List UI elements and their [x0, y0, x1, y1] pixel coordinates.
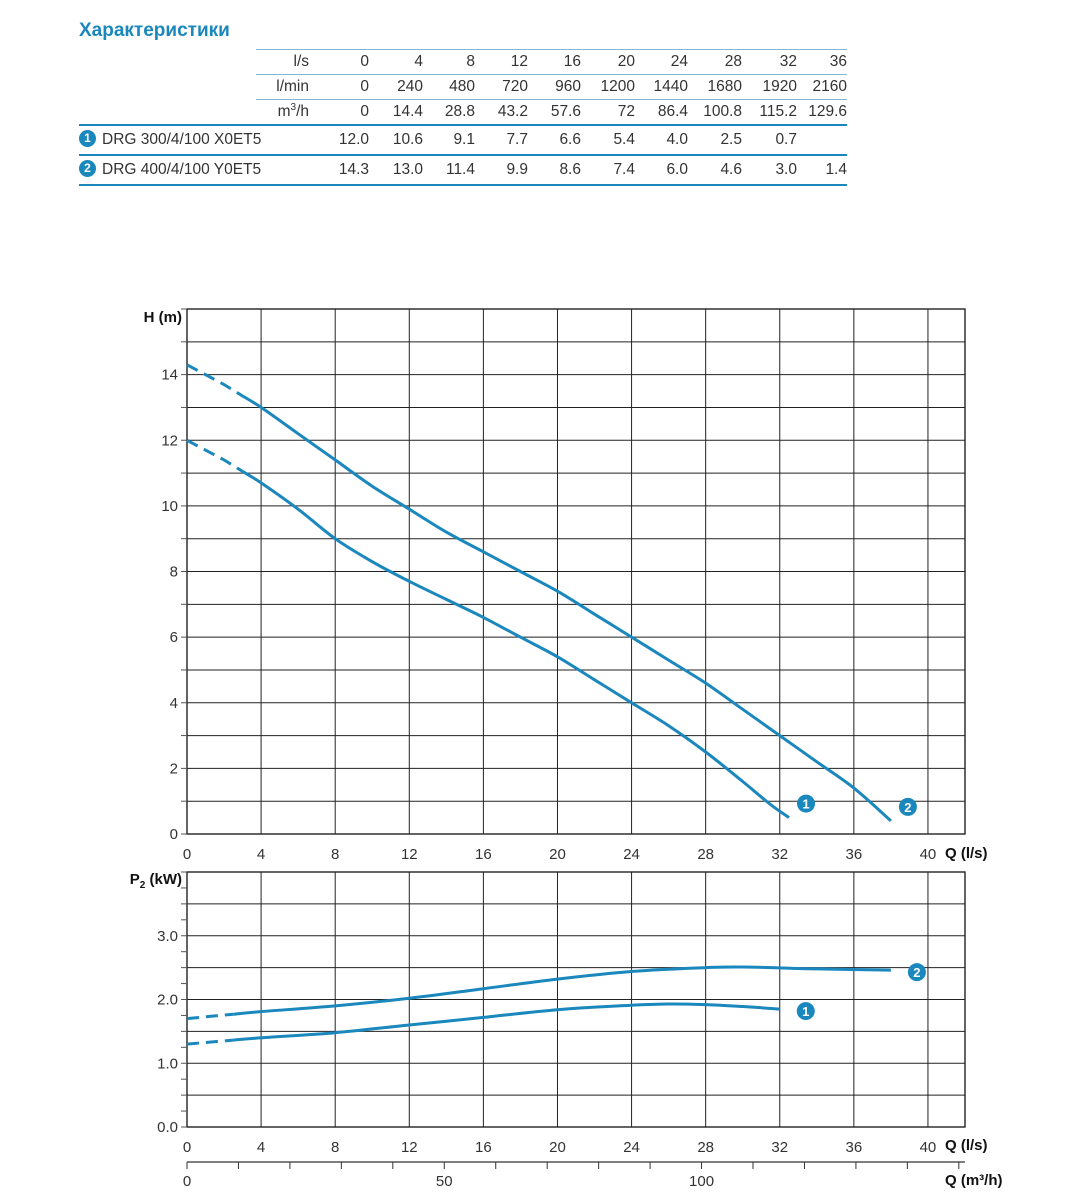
x-tick-label: 16 [475, 1139, 492, 1156]
table-cell: 7.7 [475, 125, 528, 155]
section-title: Характеристики [79, 20, 230, 41]
table-cell: 1920 [742, 75, 797, 100]
table-cell: 28 [688, 50, 742, 75]
y-tick-label: 10 [161, 497, 178, 515]
y-tick-label: 14 [161, 366, 178, 384]
table-cell: 2160 [797, 75, 847, 100]
table-cell: 6.6 [528, 125, 581, 155]
table-cell: 1680 [688, 75, 742, 100]
curve-1-dashed [187, 440, 243, 471]
x-axis-title: Q (l/s) [945, 1137, 988, 1154]
curve-2-dashed [187, 365, 243, 396]
table-cell: 3.0 [742, 155, 797, 185]
x-tick-label: 8 [331, 1139, 340, 1156]
curve-number-label: 2 [904, 799, 912, 815]
x-tick-label: 40 [919, 1139, 937, 1156]
model-name: 1 DRG 300/4/100 X0ET5 [79, 125, 315, 155]
table-cell: 100.8 [688, 100, 742, 126]
secondary-x-tick-label: 100 [689, 1173, 715, 1190]
x-tick-label: 16 [475, 846, 492, 863]
table-cell: 480 [423, 75, 475, 100]
y-tick-label: 0 [169, 826, 178, 843]
y-tick-label: 1.0 [157, 1055, 178, 1073]
y-tick-label: 3.0 [157, 927, 178, 945]
curve-1-dashed [187, 1040, 233, 1044]
curve-number-label: 1 [802, 796, 810, 812]
y-tick-label: 4 [169, 694, 178, 712]
table-cell: 4.6 [688, 155, 742, 185]
table-cell: 1440 [635, 75, 688, 100]
x-tick-label: 20 [549, 846, 566, 863]
table-cell: 14.3 [315, 155, 369, 185]
curve-number-badge: 1 [79, 130, 96, 147]
table-cell: 24 [635, 50, 688, 75]
table-cell: 9.9 [475, 155, 528, 185]
table-cell: 57.6 [528, 100, 581, 126]
table-cell: 5.4 [581, 125, 635, 155]
curve-number-label: 2 [913, 965, 921, 981]
x-tick-label: 28 [697, 1139, 715, 1156]
table-cell: 6.0 [635, 155, 688, 185]
y-tick-label: 6 [169, 629, 178, 647]
table-cell: 7.4 [581, 155, 635, 185]
table-cell: 240 [369, 75, 423, 100]
table-cell: 10.6 [369, 125, 423, 155]
x-tick-label: 4 [256, 846, 266, 863]
curve-2 [233, 967, 891, 1014]
x-tick-label: 28 [697, 846, 715, 863]
table-cell: 12.0 [315, 125, 369, 155]
x-tick-label: 20 [549, 1139, 566, 1156]
x-tick-label: 24 [623, 846, 640, 863]
table-cell: 13.0 [369, 155, 423, 185]
curve-1 [243, 471, 789, 817]
x-tick-label: 32 [771, 1139, 789, 1156]
x-tick-label: 12 [400, 1139, 418, 1156]
table-cell: 0.7 [742, 125, 797, 155]
table-cell: 72 [581, 100, 635, 126]
table-cell: 9.1 [423, 125, 475, 155]
x-tick-label: 4 [256, 1139, 266, 1156]
y-axis-title: H (m) [143, 309, 182, 326]
curve-number-label: 1 [802, 1004, 810, 1020]
curve-2 [243, 396, 891, 821]
y-axis-title: $P_2$ (kW) [129, 871, 182, 891]
x-tick-label: 24 [623, 1139, 640, 1156]
table-cell: 720 [475, 75, 528, 100]
y-tick-label: 0.0 [157, 1119, 178, 1136]
table-cell: 1.4 [797, 155, 847, 185]
unit-label: $m^3/h$ [256, 100, 315, 126]
x-tick-label: 32 [771, 846, 789, 863]
table-cell: 4 [369, 50, 423, 75]
table-cell: 2.5 [688, 125, 742, 155]
x-tick-label: 0 [182, 846, 192, 863]
x-tick-label: 8 [331, 846, 340, 863]
secondary-x-tick-label: 50 [435, 1173, 453, 1190]
table-cell: 32 [742, 50, 797, 75]
table-cell: 115.2 [742, 100, 797, 126]
secondary-x-tick-label: 0 [182, 1173, 192, 1190]
model-name: 2 DRG 400/4/100 Y0ET5 [79, 155, 315, 185]
secondary-x-axis-title: Q (m³/h) [945, 1172, 1003, 1189]
table-cell: 28.8 [423, 100, 475, 126]
unit-label: l/min [256, 75, 315, 100]
table-cell: 8 [423, 50, 475, 75]
y-tick-label: 2.0 [157, 991, 178, 1009]
x-tick-label: 0 [182, 1139, 192, 1156]
x-tick-label: 36 [845, 1139, 863, 1156]
table-cell: 20 [581, 50, 635, 75]
y-tick-label: 12 [161, 432, 178, 450]
x-tick-label: 12 [400, 846, 418, 863]
y-tick-label: 8 [169, 563, 178, 581]
table-cell: 0 [315, 100, 369, 126]
x-tick-label: 36 [845, 846, 863, 863]
table-cell: 4.0 [635, 125, 688, 155]
table-cell: 12 [475, 50, 528, 75]
y-tick-label: 2 [169, 760, 178, 778]
x-axis-title: Q (l/s) [945, 845, 988, 862]
table-cell: 14.4 [369, 100, 423, 126]
curve-number-badge: 2 [79, 160, 96, 177]
x-tick-label: 40 [919, 846, 937, 863]
table-cell: 11.4 [423, 155, 475, 185]
table-cell: 36 [797, 50, 847, 75]
table-cell: 8.6 [528, 155, 581, 185]
curve-2-dashed [187, 1014, 233, 1018]
table-cell: 960 [528, 75, 581, 100]
table-cell: 16 [528, 50, 581, 75]
table-cell: 86.4 [635, 100, 688, 126]
curve-1 [233, 1004, 780, 1040]
table-cell: 1200 [581, 75, 635, 100]
unit-label: l/s [256, 50, 315, 75]
table-cell: 43.2 [475, 100, 528, 126]
table-cell: 0 [315, 50, 369, 75]
table-cell: 0 [315, 75, 369, 100]
table-cell: 129.6 [797, 100, 847, 126]
